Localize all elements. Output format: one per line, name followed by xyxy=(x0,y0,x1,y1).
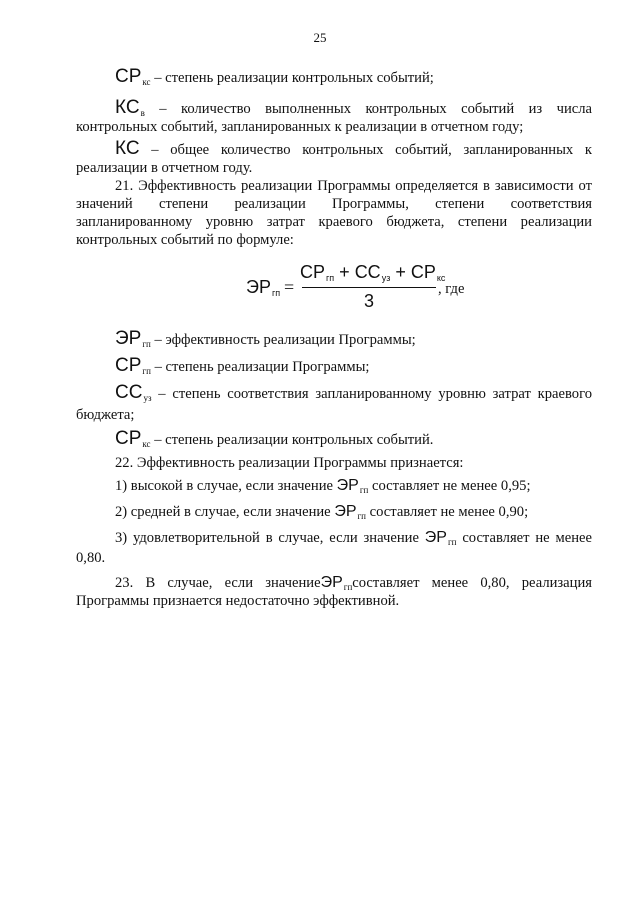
paragraph-22-heading: 22. Эффективность реализации Программы признается: xyxy=(115,455,464,471)
symbol-er: ЭР xyxy=(334,503,357,520)
formula-denominator: 3 xyxy=(363,291,374,311)
definition-text: – степень соответствия запланированному уровню затрат краевого xyxy=(151,386,592,402)
symbol-sr: СР xyxy=(115,428,142,449)
subscript-v: в xyxy=(140,108,145,118)
formula-equals: = xyxy=(284,277,295,297)
paragraph-21-line2: значений степени реализации Программы, степени соответствия xyxy=(76,196,592,212)
paragraph-22-item3-line1 xyxy=(115,529,592,551)
paragraph-21-line3: запланированному уровню затрат краевого бюджета, степени реализации xyxy=(76,214,592,230)
formula-tail: , где xyxy=(438,281,465,297)
symbol-ks: КС xyxy=(115,138,140,159)
subscript-gp: гп xyxy=(357,511,366,521)
definition-text: – количество выполненных контрольных событий из числа xyxy=(144,101,592,117)
symbol-er: ЭР xyxy=(115,328,142,349)
subscript-gp: гп xyxy=(142,366,151,376)
subscript-ks: кс xyxy=(142,77,151,87)
item-text: 3) удовлетворительной в случае, если значение xyxy=(115,530,425,546)
definition-sr-ks-2 xyxy=(115,430,592,453)
symbol-er: ЭР xyxy=(424,529,447,546)
paragraph-22-item2 xyxy=(115,503,592,525)
paragraph-23-line2: Программы признается недостаточно эффективной. xyxy=(76,593,400,609)
definition-ss-uz-line2: бюджета; xyxy=(76,407,135,423)
formula-numerator: $СР_{гп} + СС_{уз} + СР_{кс}$ xyxy=(300,262,446,283)
subscript-uz: уз xyxy=(143,393,152,403)
paragraph-21-line1: 21. Эффективность реализации Программы определяется в зависимости от xyxy=(115,178,592,194)
definition-text: – эффективность реализации Программы; xyxy=(150,332,416,348)
page-number: 25 xyxy=(313,30,327,45)
definition-text: – степень реализации Программы; xyxy=(150,359,370,375)
formula-fraction-bar xyxy=(302,287,436,288)
symbol-ss: СС xyxy=(115,382,143,403)
symbol-sr: СР xyxy=(115,66,142,87)
item-text: составляет не менее xyxy=(456,530,592,546)
subscript-gp: гп xyxy=(447,537,457,547)
item-text: 1) высокой в случае, если значение xyxy=(115,478,337,494)
paragraph-22-item3-line2: 0,80. xyxy=(76,550,106,566)
definition-text: – степень реализации контрольных событий; xyxy=(150,70,434,86)
definition-text: – общее количество контрольных событий, запланированных к xyxy=(139,142,592,158)
formula-lhs: $ЭР_{гп}$ xyxy=(246,277,281,298)
symbol-ks: КС xyxy=(115,97,140,118)
definition-sr-gp xyxy=(115,357,592,380)
definition-ks-line2: реализации в отчетном году. xyxy=(76,160,253,176)
symbol-er: ЭР xyxy=(336,477,359,494)
paragraph-22-item1 xyxy=(115,477,592,499)
subscript-gp: гп xyxy=(359,485,369,495)
paragraph-text: составляет менее 0,80, реализация xyxy=(352,575,592,591)
paragraph-21-line4: контрольных событий по формуле: xyxy=(76,232,294,248)
item-text: составляет не менее 0,90; xyxy=(366,504,529,520)
subscript-gp: гп xyxy=(343,582,353,592)
symbol-sr: СР xyxy=(115,355,142,376)
paragraph-text: 23. В случае, если значение xyxy=(115,575,321,591)
item-text: составляет не менее 0,95; xyxy=(368,478,531,494)
symbol-er: ЭР xyxy=(320,574,343,591)
definition-ks-line1 xyxy=(115,140,592,159)
definition-er-gp xyxy=(115,330,592,353)
definition-text: – степень реализации контрольных событий. xyxy=(150,432,434,448)
definition-sr-ks xyxy=(115,68,592,91)
item-text: 2) средней в случае, если значение xyxy=(115,504,335,520)
subscript-ks: кс xyxy=(142,439,151,449)
definition-ks-v-line2: контрольных событий, запланированных к реализации в отчетном году; xyxy=(76,119,524,135)
definition-ss-uz-line1 xyxy=(115,384,592,407)
subscript-gp: гп xyxy=(142,339,151,349)
efficiency-formula xyxy=(246,263,486,323)
